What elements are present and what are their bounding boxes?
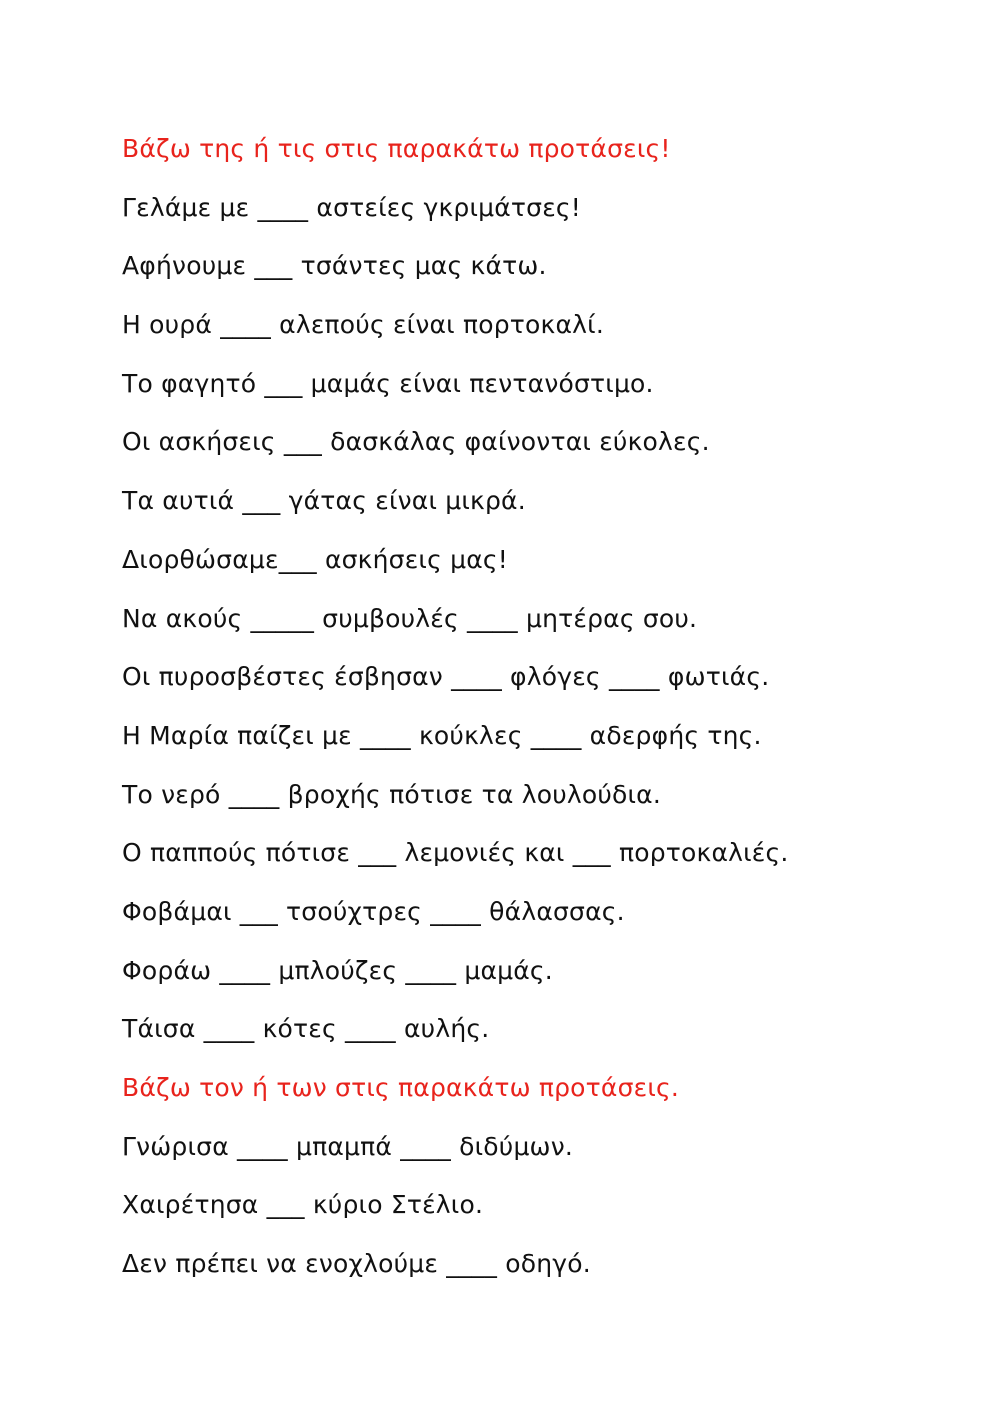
sentence-1-3: Η ουρά ____ αλεπούς είναι πορτοκαλί.: [122, 310, 604, 340]
sentence-2-1: Γνώρισα ____ μπαμπά ____ διδύμων.: [122, 1131, 574, 1161]
worksheet-content: [122, 120, 942, 1294]
section-1-heading: Βάζω της ή τις στις παρακάτω προτάσεις!: [122, 134, 671, 163]
sentence-1-2: Αφήνουμε ___ τσάντες μας κάτω.: [122, 251, 547, 281]
sentence-1-15: Τάισα ____ κότες ____ αυλής.: [122, 1014, 490, 1044]
sentence-2-2: Χαιρέτησα ___ κύριο Στέλιο.: [122, 1190, 484, 1220]
sentence-1-4: Το φαγητό ___ μαμάς είναι πεντανόστιμο.: [122, 368, 654, 398]
sentence-1-10: Η Μαρία παίζει με ____ κούκλες ____ αδερφής της.: [122, 720, 762, 750]
sentence-1-9: Οι πυροσβέστες έσβησαν ____ φλόγες ____ φωτιάς.: [122, 662, 770, 692]
sentence-2-3: Δεν πρέπει να ενοχλούμε ____ οδηγό.: [122, 1249, 591, 1279]
sentence-1-6: Τα αυτιά ___ γάτας είναι μικρά.: [122, 486, 526, 516]
sentence-1-14: Φοράω ____ μπλούζες ____ μαμάς.: [122, 955, 553, 985]
sentence-1-13: Φοβάμαι ___ τσούχτρες ____ θάλασσας.: [122, 896, 625, 926]
section-2-heading: Βάζω τον ή των στις παρακάτω προτάσεις.: [122, 1073, 680, 1102]
sentence-1-1: Γελάμε με ____ αστείες γκριμάτσες!: [122, 192, 582, 222]
sentence-1-5: Οι ασκήσεις ___ δασκάλας φαίνονται εύκολες.: [122, 427, 710, 457]
sentence-1-7: Διορθώσαμε___ ασκήσεις μας!: [122, 544, 508, 574]
sentence-1-12: Ο παππούς πότισε ___ λεμονιές και ___ πορτοκαλιές.: [122, 838, 789, 868]
sentence-1-8: Να ακούς _____ συμβουλές ____ μητέρας σου.: [122, 603, 698, 633]
sentence-1-11: Το νερό ____ βροχής πότισε τα λουλούδια.: [122, 779, 662, 809]
